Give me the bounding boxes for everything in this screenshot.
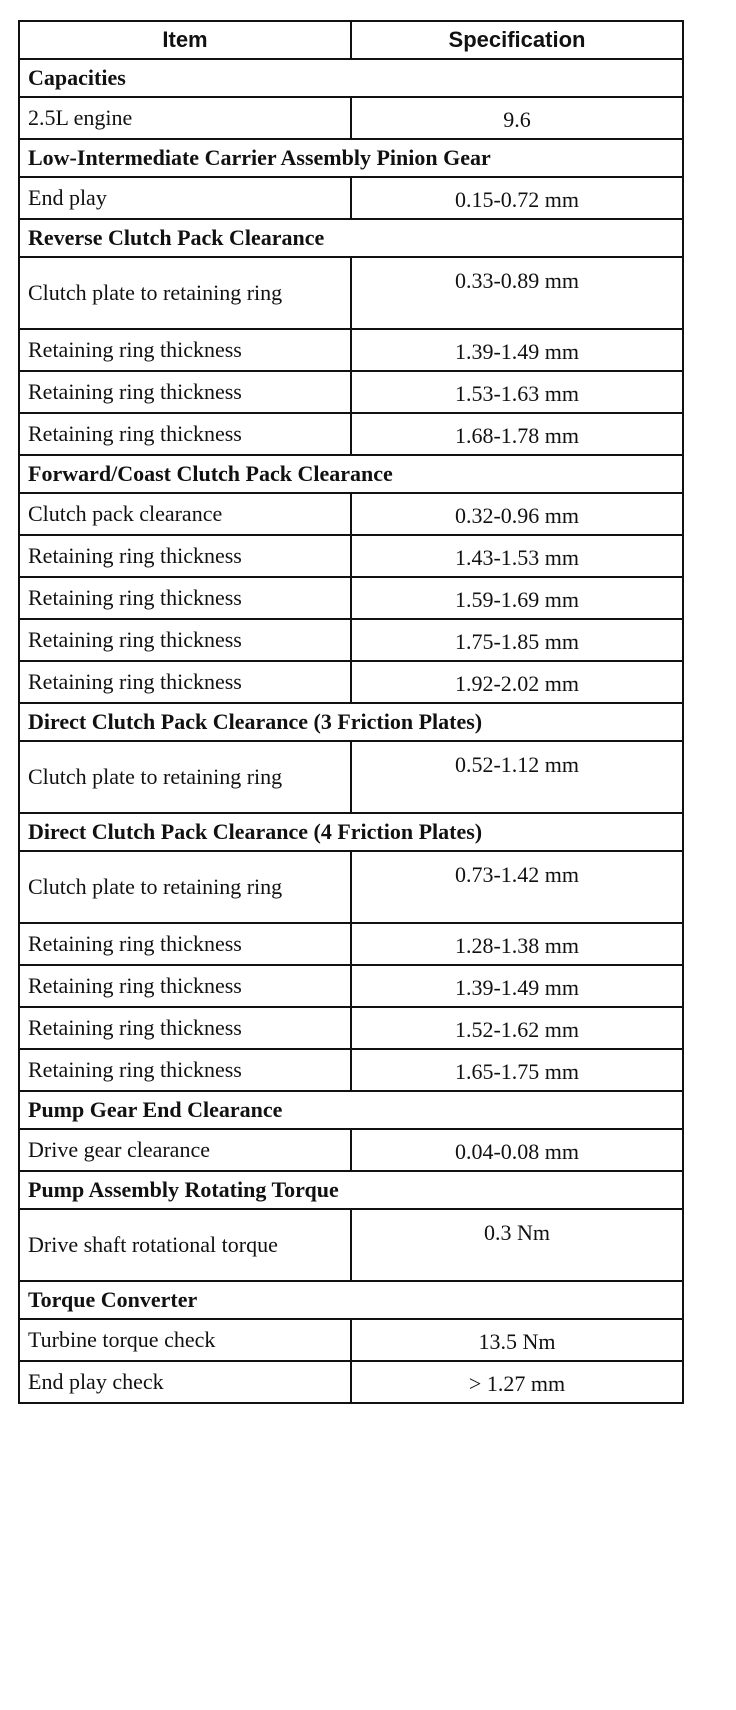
table-row (19, 493, 683, 535)
table-row (19, 177, 683, 219)
item-cell: Retaining ring thickness (19, 535, 351, 577)
item-cell: Drive gear clearance (19, 1129, 351, 1171)
table-row (19, 741, 683, 813)
table-body (19, 59, 683, 1403)
table-row (19, 851, 683, 923)
item-cell: Retaining ring thickness (19, 1007, 351, 1049)
item-cell: Clutch plate to retaining ring (19, 741, 351, 813)
item-cell: 2.5L engine (19, 97, 351, 139)
specification-cell: 1.39-1.49 mm (351, 329, 683, 371)
section-title: Low-Intermediate Carrier Assembly Pinion Gear (19, 139, 683, 177)
section-title: Pump Assembly Rotating Torque (19, 1171, 683, 1209)
table-row (19, 413, 683, 455)
specification-cell: 1.28-1.38 mm (351, 923, 683, 965)
item-cell: Clutch plate to retaining ring (19, 851, 351, 923)
specification-cell: 1.39-1.49 mm (351, 965, 683, 1007)
section-header-row (19, 1091, 683, 1129)
table-row (19, 577, 683, 619)
table-row (19, 619, 683, 661)
specification-cell: 1.43-1.53 mm (351, 535, 683, 577)
table-row (19, 923, 683, 965)
table-row (19, 1361, 683, 1403)
section-header-row (19, 219, 683, 257)
section-title: Capacities (19, 59, 683, 97)
table-row (19, 661, 683, 703)
section-header-row (19, 1281, 683, 1319)
item-cell: End play check (19, 1361, 351, 1403)
section-title: Torque Converter (19, 1281, 683, 1319)
table-row (19, 535, 683, 577)
table-row (19, 371, 683, 413)
section-header-row (19, 703, 683, 741)
table-row (19, 1049, 683, 1091)
specification-cell: 1.65-1.75 mm (351, 1049, 683, 1091)
item-cell: Retaining ring thickness (19, 923, 351, 965)
specification-cell: 1.75-1.85 mm (351, 619, 683, 661)
column-header-item: Item (19, 21, 351, 59)
specification-cell: 1.92-2.02 mm (351, 661, 683, 703)
specification-cell: 1.59-1.69 mm (351, 577, 683, 619)
table-row (19, 1319, 683, 1361)
table-row (19, 1007, 683, 1049)
specification-cell: 13.5 Nm (351, 1319, 683, 1361)
section-header-row (19, 59, 683, 97)
section-title: Direct Clutch Pack Clearance (3 Friction Plates) (19, 703, 683, 741)
section-title: Forward/Coast Clutch Pack Clearance (19, 455, 683, 493)
specification-cell: 0.15-0.72 mm (351, 177, 683, 219)
item-cell: Drive shaft rotational torque (19, 1209, 351, 1281)
table-row (19, 965, 683, 1007)
specification-cell: 0.73-1.42 mm (351, 851, 683, 923)
item-cell: Retaining ring thickness (19, 661, 351, 703)
item-cell: Retaining ring thickness (19, 619, 351, 661)
item-cell: Retaining ring thickness (19, 329, 351, 371)
table-row (19, 97, 683, 139)
item-cell: Retaining ring thickness (19, 413, 351, 455)
item-cell: Retaining ring thickness (19, 577, 351, 619)
column-header-specification: Specification (351, 21, 683, 59)
section-title: Direct Clutch Pack Clearance (4 Friction Plates) (19, 813, 683, 851)
specification-cell: 0.32-0.96 mm (351, 493, 683, 535)
section-header-row (19, 139, 683, 177)
item-cell: Retaining ring thickness (19, 371, 351, 413)
item-cell: Turbine torque check (19, 1319, 351, 1361)
specification-table (18, 20, 684, 1404)
item-cell: Retaining ring thickness (19, 965, 351, 1007)
table-header-row (19, 21, 683, 59)
specification-cell: 1.53-1.63 mm (351, 371, 683, 413)
specification-cell: 0.33-0.89 mm (351, 257, 683, 329)
specification-cell: 0.04-0.08 mm (351, 1129, 683, 1171)
specification-cell: 0.52-1.12 mm (351, 741, 683, 813)
item-cell: Clutch pack clearance (19, 493, 351, 535)
specification-cell: 1.68-1.78 mm (351, 413, 683, 455)
specification-cell: 1.52-1.62 mm (351, 1007, 683, 1049)
specification-cell: 0.3 Nm (351, 1209, 683, 1281)
section-header-row (19, 455, 683, 493)
table-row (19, 1209, 683, 1281)
table-row (19, 257, 683, 329)
table-row (19, 329, 683, 371)
section-header-row (19, 813, 683, 851)
table-row (19, 1129, 683, 1171)
item-cell: Clutch plate to retaining ring (19, 257, 351, 329)
section-title: Reverse Clutch Pack Clearance (19, 219, 683, 257)
item-cell: End play (19, 177, 351, 219)
item-cell: Retaining ring thickness (19, 1049, 351, 1091)
specification-cell: 9.6 (351, 97, 683, 139)
section-header-row (19, 1171, 683, 1209)
specification-cell: > 1.27 mm (351, 1361, 683, 1403)
section-title: Pump Gear End Clearance (19, 1091, 683, 1129)
